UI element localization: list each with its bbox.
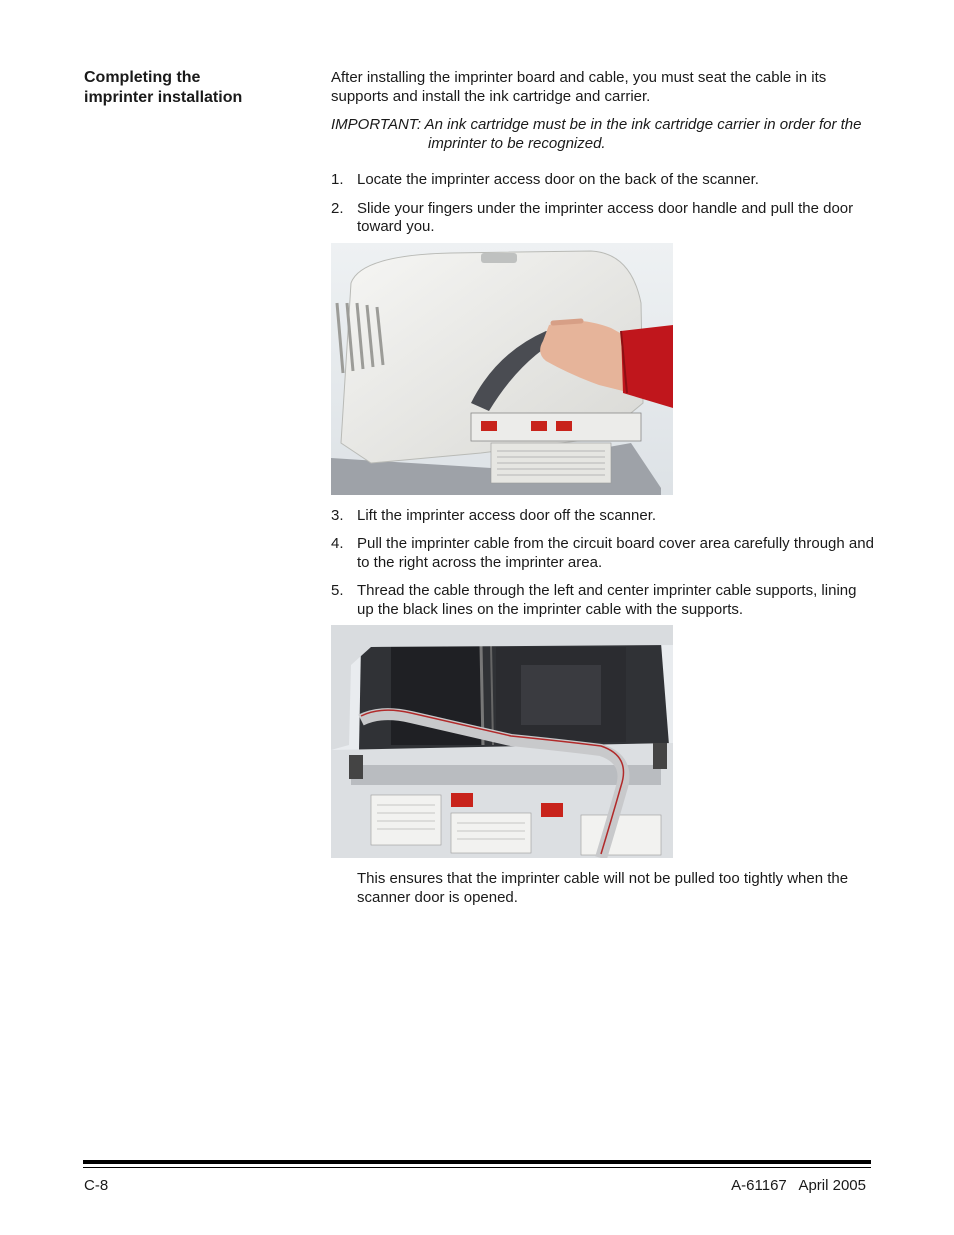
list-item [331,200,876,237]
section-heading-line1: Completing the [84,69,201,86]
step-text: Pull the imprinter cable from the circuit board cover area carefully through and to the right across the imprinter area. [357,535,874,571]
step-number: 3. [331,506,344,524]
main-content [331,69,876,907]
step-text: Thread the cable through the left and center imprinter cable supports, lining up the black lines on the imprinter cable with the supports. [357,582,857,618]
step-number: 1. [331,171,344,188]
step-number: 5. [331,582,344,599]
intro-paragraph: After installing the imprinter board and cable, you must seat the cable in its supports and install the ink cartridge and carrier. [331,69,827,105]
list-item [331,171,876,190]
step-number: 2. [331,199,344,217]
photo-imprinter-cable [331,625,673,858]
footer-rule-thick [83,1160,871,1164]
section-heading [84,68,314,108]
step-number: 4. [331,535,344,552]
result-note: This ensures that the imprinter cable will not be pulled too tightly when the scanner door is opened. [357,870,849,906]
footer-rule-thin [83,1167,871,1168]
list-item [331,507,876,526]
list-item [331,582,876,619]
photo-open-access-door [331,243,673,495]
important-note: IMPORTANT: An ink cartridge must be in the ink cartridge carrier in order for the imprinter to be recognized. [331,116,862,152]
step-text: Locate the imprinter access door on the back of the scanner. [357,171,759,188]
step-text: Lift the imprinter access door off the scanner. [357,506,657,524]
page-number: C-8 [84,1177,109,1194]
list-item [331,535,876,572]
step-text: Slide your fingers under the imprinter access door handle and pull the door toward you. [357,199,854,235]
steps-list [331,171,876,237]
section-heading-line2: imprinter installation [84,89,243,106]
document-id-date: A-61167 April 2005 [731,1177,866,1194]
steps-list-continued [331,507,876,620]
